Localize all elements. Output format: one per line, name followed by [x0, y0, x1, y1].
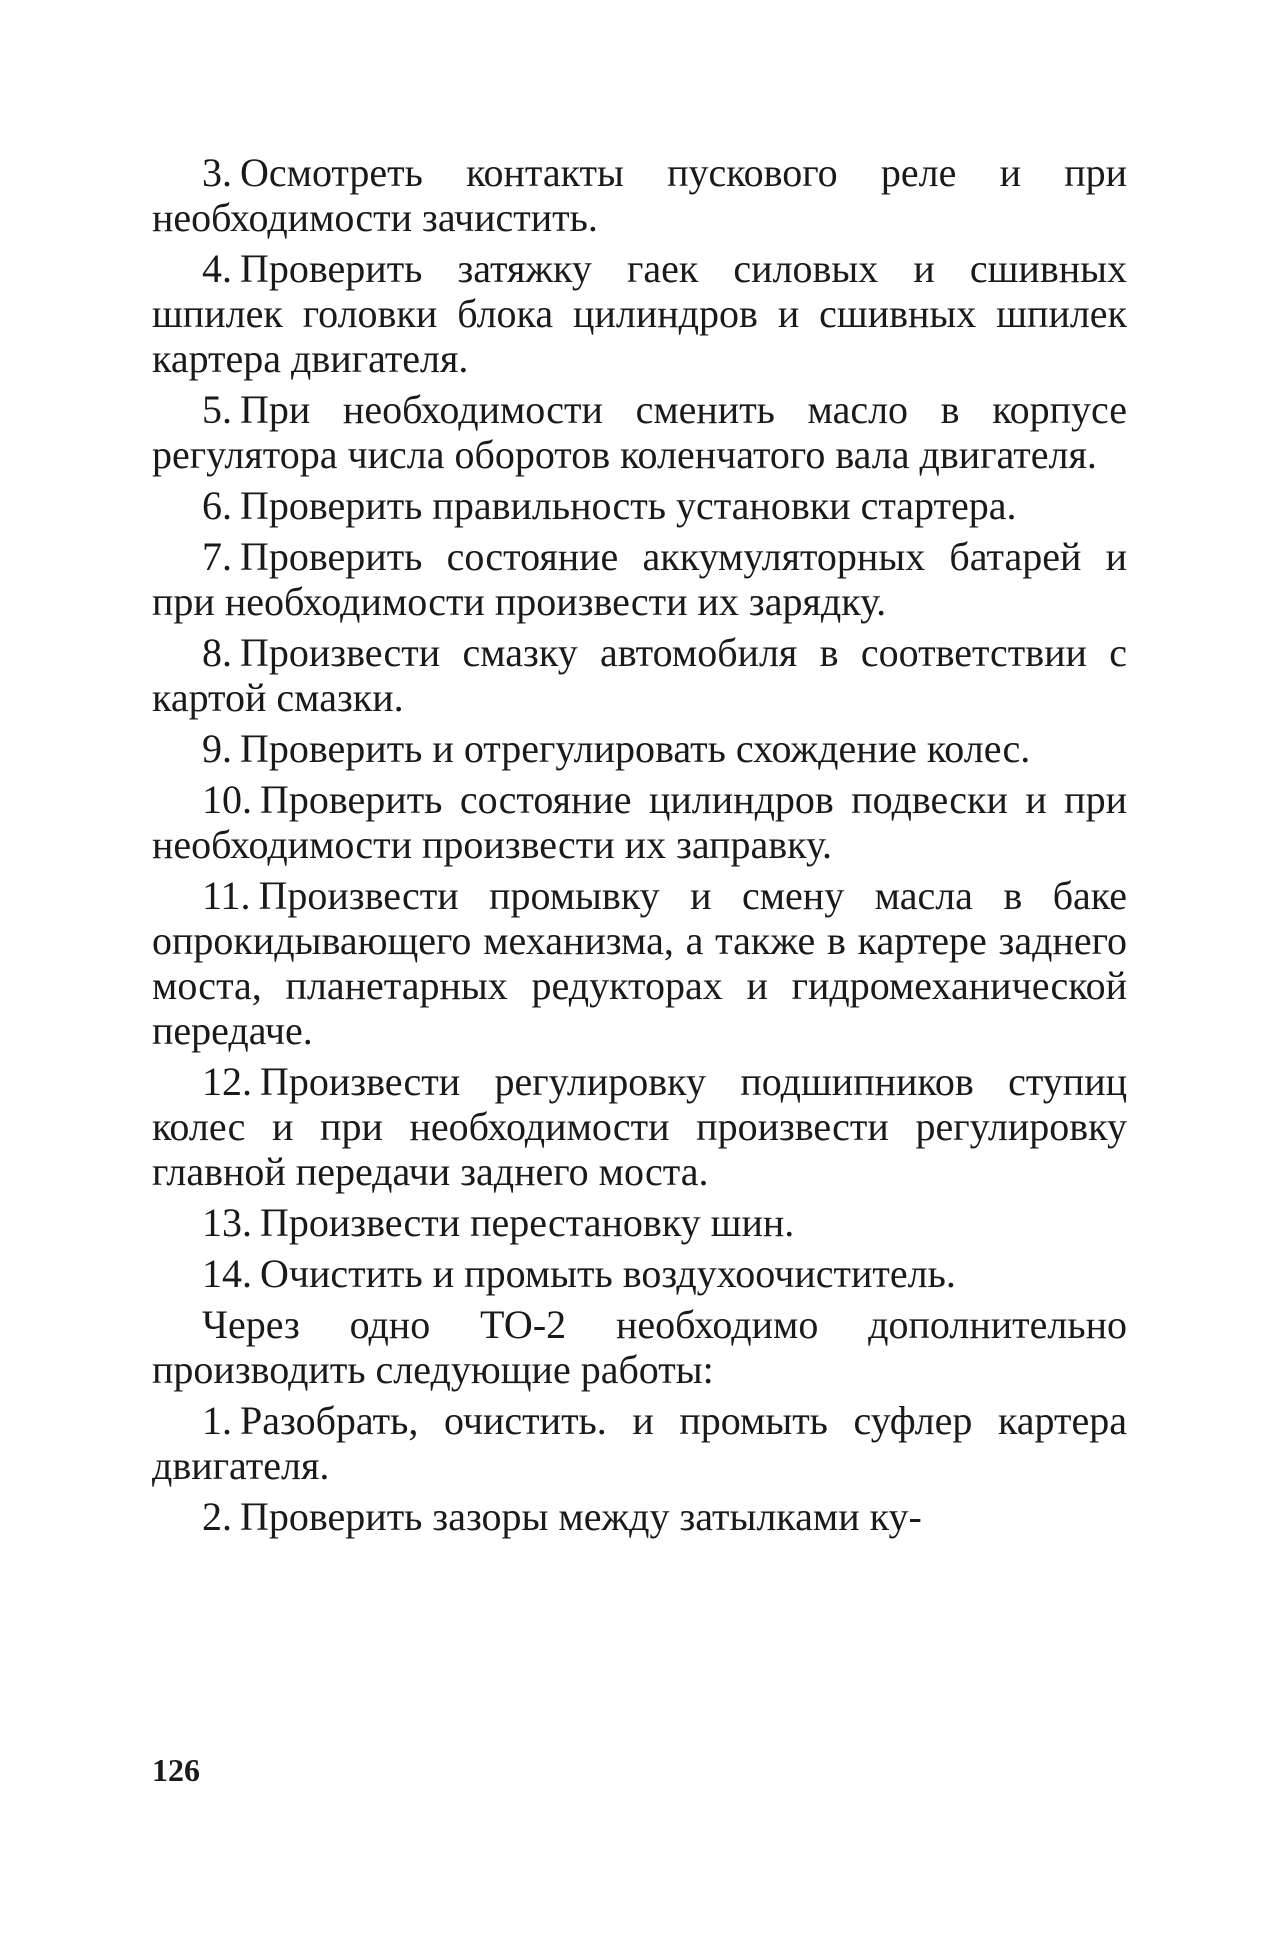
- list-item: 3. Осмотреть контакты пускового реле и при необходимости зачистить.: [152, 150, 1127, 240]
- list-item: 7. Проверить состояние аккумуляторных батарей и при необходимости произвести их зарядку.: [152, 534, 1127, 624]
- list-item: 4. Проверить затяжку гаек силовых и сшивных шпилек головки блока цилиндров и сшивных шпилек картера двигателя.: [152, 246, 1127, 381]
- list-item: 11. Произвести промывку и смену масла в баке опрокидывающего механизма, а также в картере заднего моста, планетарных редукторах и гидромеханической передаче.: [152, 873, 1127, 1053]
- list-item: 9. Проверить и отрегулировать схождение колес.: [202, 726, 1031, 771]
- list-item: 13. Произвести перестановку шин.: [202, 1200, 795, 1245]
- list-item: 6. Проверить правильность установки стартера.: [202, 483, 1017, 528]
- page-text: [152, 150, 1127, 1545]
- list-item: 12. Произвести регулировку подшипников ступиц колес и при необходимости произвести регулировку главной передачи заднего моста.: [152, 1059, 1127, 1194]
- list-item: 10. Проверить состояние цилиндров подвески и при необходимости произвести их заправку.: [152, 777, 1127, 867]
- intro-paragraph: Через одно ТО-2 необходимо дополнительно производить следующие работы:: [152, 1302, 1127, 1392]
- page-number: 126: [152, 1752, 200, 1788]
- list-item: 8. Произвести смазку автомобиля в соответствии с картой смазки.: [152, 630, 1127, 720]
- list-item: 14. Очистить и промыть воздухоочиститель.: [202, 1251, 956, 1296]
- list-item: 1. Разобрать, очистить. и промыть суфлер картера двигателя.: [152, 1398, 1127, 1488]
- list-item: 5. При необходимости сменить масло в корпусе регулятора числа оборотов коленчатого вала двигателя.: [152, 387, 1127, 477]
- list-item: 2. Проверить зазоры между затылками ку-: [202, 1494, 922, 1539]
